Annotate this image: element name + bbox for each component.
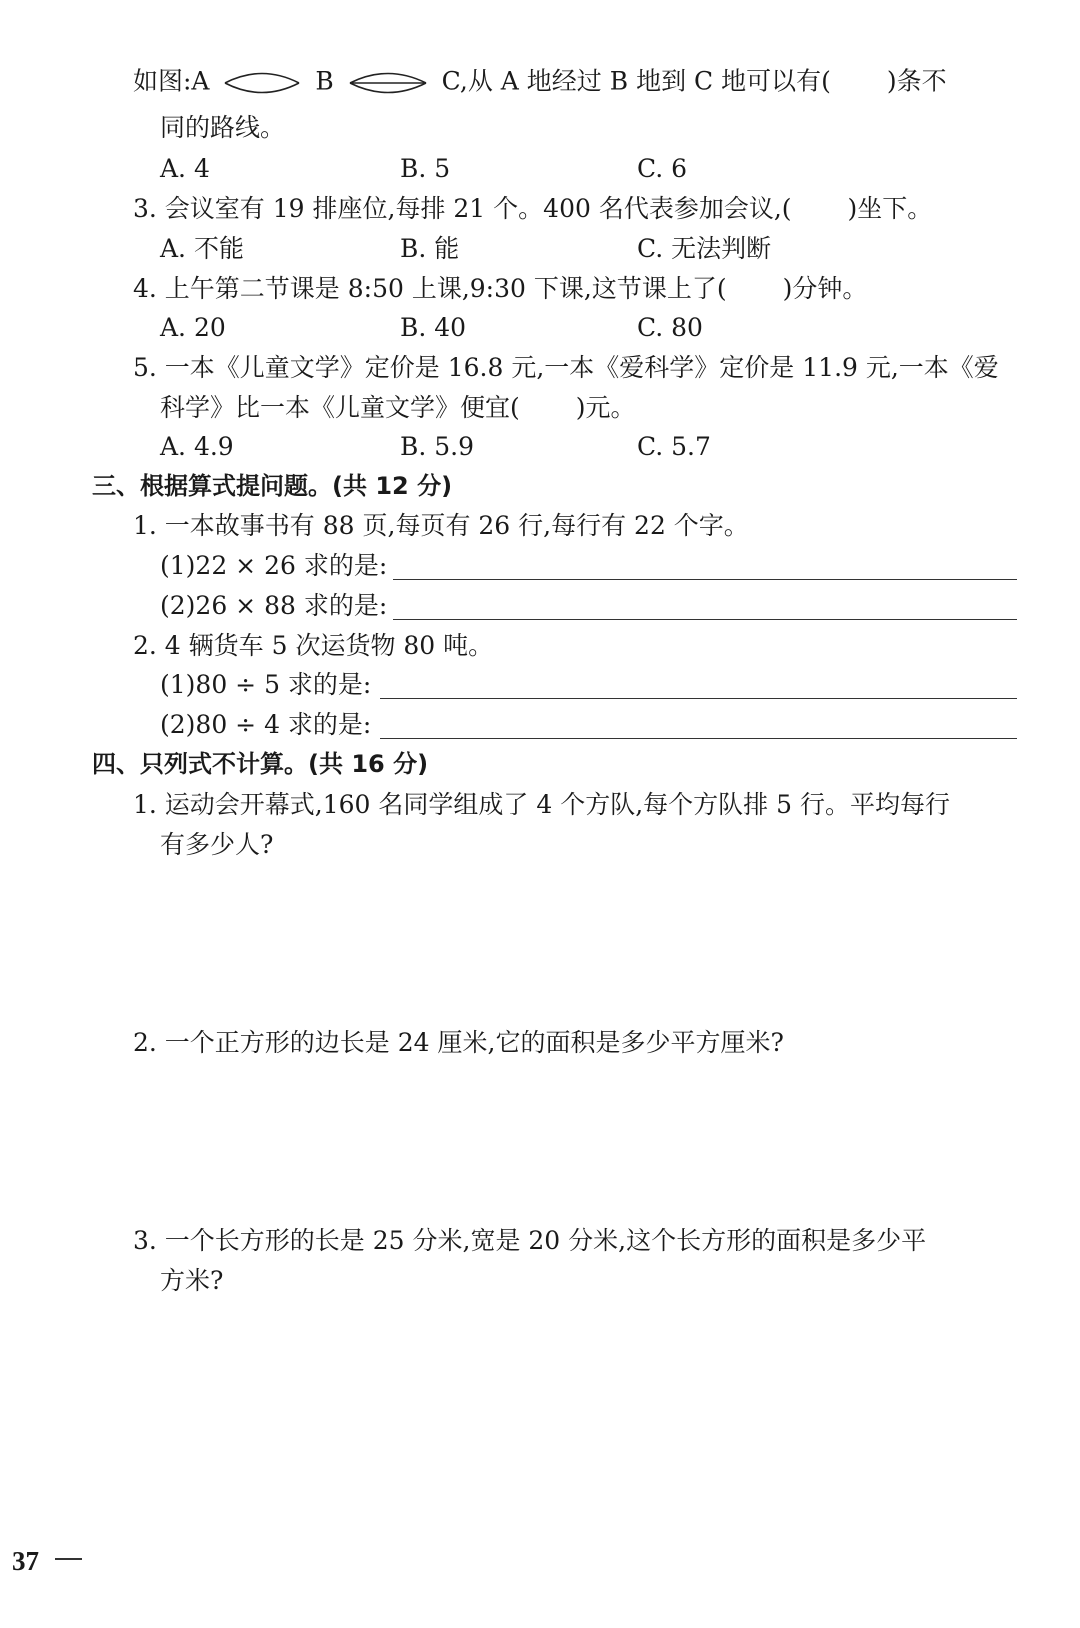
section-3-question-1: 1. 一本故事书有 88 页,每页有 26 行,每行有 22 个字。: [133, 511, 749, 540]
section-4-question-3-line1: 3. 一个长方形的长是 25 分米,宽是 20 分米,这个长方形的面积是多少平: [133, 1226, 927, 1255]
route-diagram-a-b-icon: [223, 68, 301, 98]
q4-option-a[interactable]: A. 20: [160, 313, 226, 342]
q2-option-b[interactable]: B. 5: [400, 154, 451, 183]
question-3-after: )坐下。: [847, 194, 933, 223]
q3-option-c[interactable]: C. 无法判断: [637, 234, 772, 263]
s3-q1-sub-2-answer-line[interactable]: [393, 619, 1017, 620]
s3-q2-sub-2-label: (2)80 ÷ 4 求的是:: [160, 710, 372, 739]
q4-option-b[interactable]: B. 40: [400, 313, 467, 342]
section-3-question-2: 2. 4 辆货车 5 次运货物 80 吨。: [133, 631, 494, 660]
question-2-line2: 同的路线。: [160, 113, 286, 142]
section-3-title: 三、根据算式提问题。(共 12 分): [92, 472, 453, 500]
question-2-suffix: C,从 A 地经过 B 地到 C 地可以有(: [441, 66, 831, 96]
q5-option-b[interactable]: B. 5.9: [400, 432, 475, 461]
route-diagram-b-c-icon: [348, 68, 428, 98]
point-b-label: B: [315, 66, 334, 96]
s3-q1-sub-1-answer-line[interactable]: [393, 579, 1017, 580]
s3-q2-sub-1-answer-line[interactable]: [380, 698, 1017, 699]
question-4: [133, 276, 867, 301]
q5-option-c[interactable]: C. 5.7: [637, 432, 711, 461]
question-5-line1: 5. 一本《儿童文学》定价是 16.8 元,一本《爱科学》定价是 11.9 元,一本《爱: [133, 353, 999, 382]
q4-option-c[interactable]: C. 80: [637, 313, 703, 342]
q5-option-a[interactable]: A. 4.9: [160, 432, 234, 461]
q3-option-b[interactable]: B. 能: [400, 234, 460, 263]
section-4-question-2: 2. 一个正方形的边长是 24 厘米,它的面积是多少平方厘米?: [133, 1028, 784, 1057]
q2-option-a[interactable]: A. 4: [160, 154, 210, 183]
section-4-question-1-line2: 有多少人?: [160, 830, 274, 859]
question-5-line2: [160, 395, 636, 420]
question-4-after: )分钟。: [782, 274, 868, 303]
q3-option-a[interactable]: A. 不能: [160, 234, 244, 263]
section-4-question-3-line2: 方米?: [160, 1266, 224, 1295]
question-5-text: 科学》比一本《儿童文学》便宜(: [160, 393, 520, 422]
s3-q1-sub-1-label: (1)22 × 26 求的是:: [160, 551, 388, 580]
question-5-after: )元。: [575, 393, 636, 422]
question-4-text: 4. 上午第二节课是 8:50 上课,9:30 下课,这节课上了(: [133, 274, 727, 303]
question-3-text: 3. 会议室有 19 排座位,每排 21 个。400 名代表参加会议,(: [133, 194, 792, 223]
s3-q1-sub-2-label: (2)26 × 88 求的是:: [160, 591, 388, 620]
question-2-prefix: 如图:A: [133, 66, 210, 96]
section-4-title: 四、只列式不计算。(共 16 分): [92, 750, 429, 778]
section-4-question-1-line1: 1. 运动会开幕式,160 名同学组成了 4 个方队,每个方队排 5 行。平均每行: [133, 790, 950, 819]
s3-q2-sub-2-answer-line[interactable]: [380, 738, 1017, 739]
question-3: [133, 196, 932, 221]
s3-q2-sub-1-label: (1)80 ÷ 5 求的是:: [160, 670, 372, 699]
page-number-dash: [55, 1558, 82, 1560]
question-2-line1: [133, 68, 947, 98]
question-2-after: )条不: [886, 66, 947, 96]
page-number: 37: [12, 1546, 39, 1576]
q2-option-c[interactable]: C. 6: [637, 154, 688, 183]
